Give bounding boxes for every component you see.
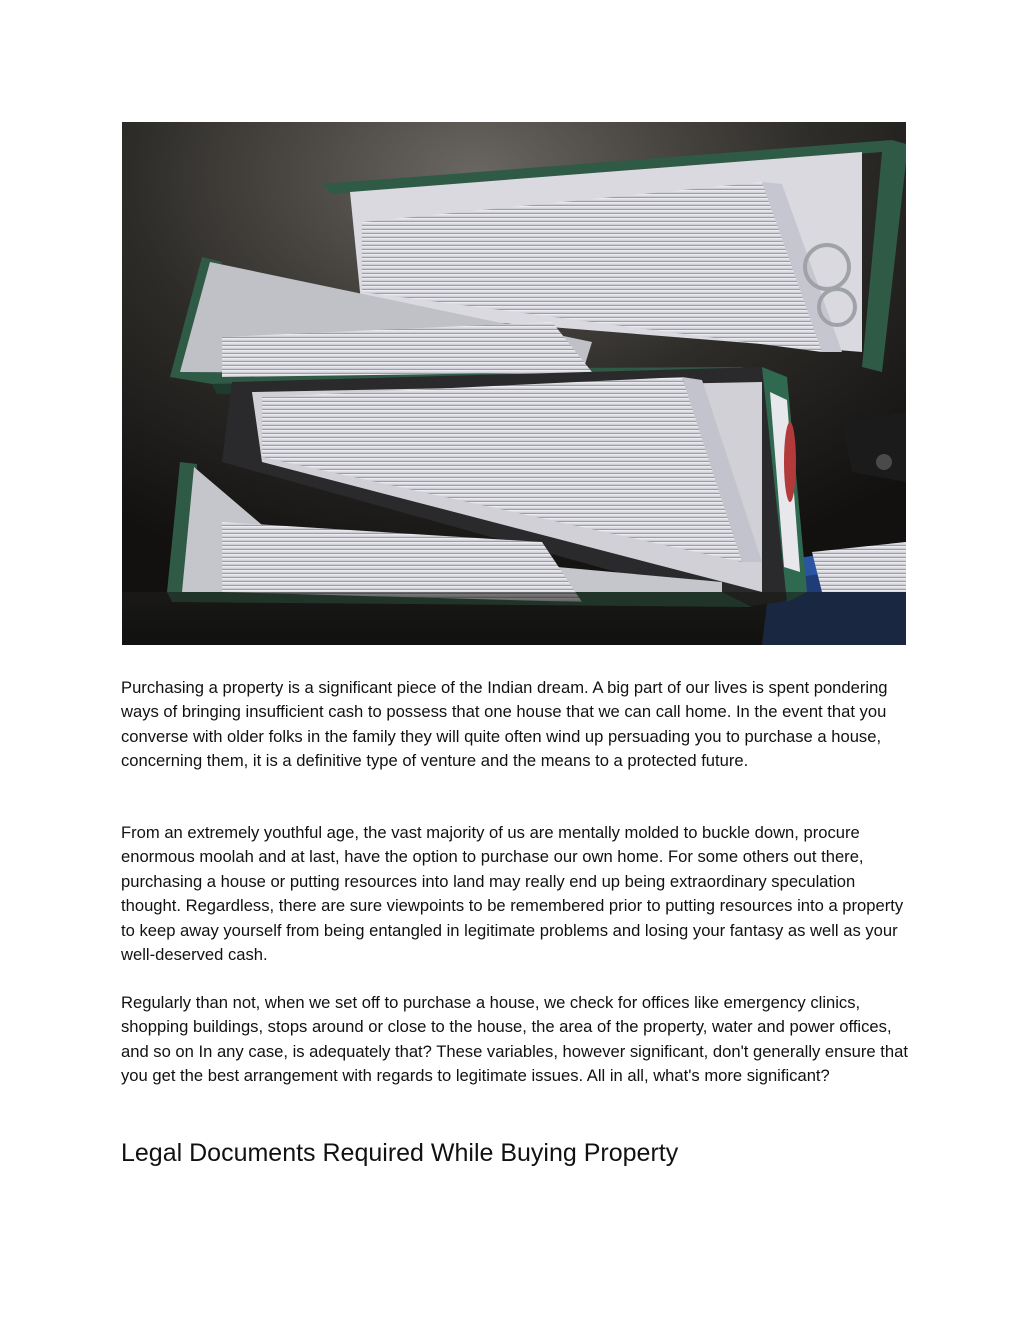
paragraph-regularly: Regularly than not, when we set off to purchase a house, we check for offices like emergency clinics, shopping buildings, stops around or close to the house, the area of the property, water and power offices, and so on In any case, is adequately that? These variables, however significant, don't generally ensure that you get the best arrangement with regards to legitimate issues. All in all, what's more significant?	[121, 993, 908, 1086]
paragraph-intro: Purchasing a property is a significant piece of the Indian dream. A big part of our lives is spent pondering ways of bringing insufficient cash to possess that one house that we can call home. In the event that you converse with older folks in the family they will quite often wind up persuading you to purchase a house, concerning them, it is a definitive type of venture and the means to a protected future.	[121, 678, 888, 771]
binders-photo	[122, 122, 906, 645]
binders-illustration	[122, 122, 906, 645]
section-heading: Legal Documents Required While Buying Property	[121, 1139, 679, 1167]
paragraph-youthful-age: From an extremely youthful age, the vast majority of us are mentally molded to buckle down, procure enormous moolah and at last, have the option to purchase our own home. For some others out there, purchasing a house or putting resources into land may really end up being extraordinary speculation thought. Regardless, there are sure viewpoints to be remembered prior to putting resources into a property to keep away yourself from being entangled in legitimate problems and losing your fantasy as well as your well-deserved cash.	[121, 823, 904, 965]
